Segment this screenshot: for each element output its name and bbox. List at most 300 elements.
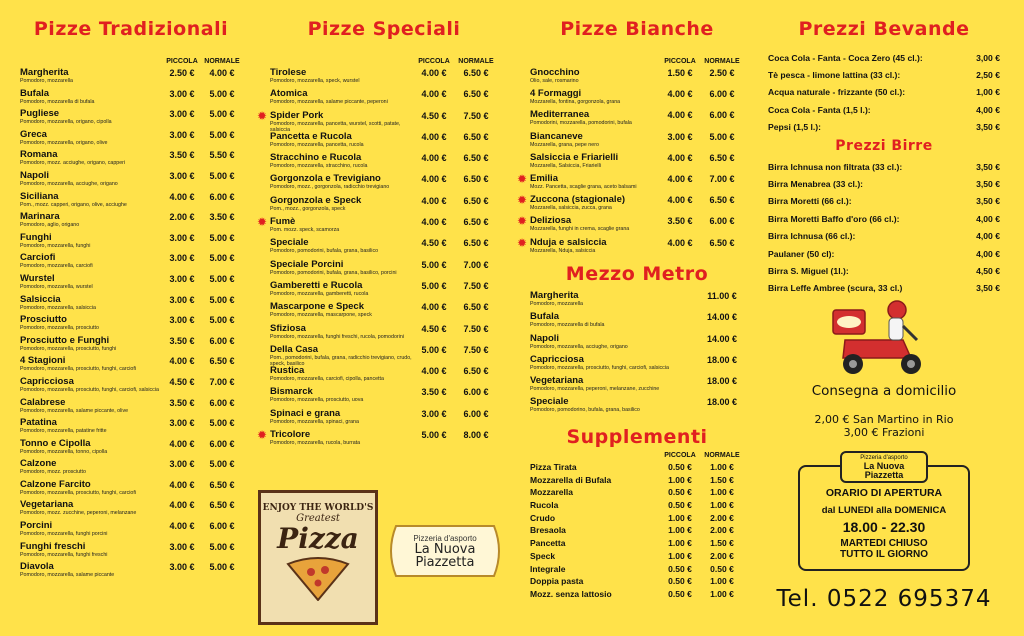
price-piccola: 4.00 € (421, 366, 447, 377)
col-normale-label: NORMALE (704, 452, 740, 459)
new-star-icon: ✹ (517, 171, 528, 186)
delivery-line1: 2,00 € San Martino in Rio (814, 413, 954, 426)
speciali-section (257, 18, 498, 451)
price-normale: 5.50 € (209, 150, 235, 161)
supplementi-section (530, 426, 744, 602)
price-piccola: 5.00 € (421, 259, 447, 270)
supplement-row (530, 475, 744, 488)
menu-item-text (530, 132, 660, 148)
menu-item-text (20, 459, 162, 475)
menu-item-name: Margherita (20, 67, 69, 78)
price-piccola: 4.50 € (169, 376, 195, 387)
price-piccola: 4.00 € (421, 217, 447, 228)
menu-item-name: Siciliana (20, 190, 59, 202)
drink-name: Birra Ichnusa (66 cl.): (768, 231, 856, 242)
drink-price: 1,00 € (976, 87, 1000, 98)
menu-item (270, 196, 498, 217)
menu-item-desc: Pomodoro, mozzarella, salame piccante, olive (20, 407, 129, 414)
price-normale: 5.00 € (209, 459, 235, 470)
col-normale-label: NORMALE (704, 58, 740, 65)
menu-item-text (530, 110, 660, 126)
menu-item-text (20, 439, 162, 455)
menu-item (20, 439, 242, 460)
menu-item-name: Mediterranea (530, 109, 590, 121)
col-piccola-label: PICCOLA (664, 452, 696, 459)
price-piccola: 1.00 € (668, 512, 692, 523)
menu-item-name: Atomica (270, 88, 308, 100)
price-piccola: 0.50 € (668, 462, 692, 472)
poster-line1: ENJOY THE WORLD'S (262, 503, 374, 513)
menu-item-text (530, 195, 660, 211)
drink-row (768, 210, 1000, 227)
menu-item-name: Speciale (270, 237, 309, 249)
menu-item (530, 376, 744, 397)
supplementi-list (530, 462, 744, 602)
drink-row (768, 119, 1000, 136)
price-piccola: 1.00 € (668, 474, 692, 485)
price-piccola: 4.00 € (421, 131, 447, 142)
menu-item-desc: Pomodoro, mozzarella, carciofi (20, 263, 93, 270)
price-piccola: 0.50 € (668, 563, 692, 574)
price-piccola: 4.50 € (421, 323, 447, 334)
menu-item-desc: Pomodoro, mozzarella, salame piccante, peperoni (270, 99, 388, 106)
menu-item-desc: Pomodoro, pomodorino, bufala, grana, basilico (530, 407, 640, 414)
poster-line2: Greatest (296, 513, 340, 524)
menu-item-desc: Pomodoro, mozzarella, speck, wurstel (270, 78, 360, 84)
menu-item-name: Tirolese (270, 67, 307, 78)
menu-item-desc: Pomodoro, mozzarella (530, 301, 583, 307)
drink-price: 3,50 € (976, 179, 1000, 190)
price-piccola: 3.00 € (169, 418, 195, 429)
price-piccola: 3.00 € (169, 88, 195, 99)
price-piccola: 4.00 € (169, 521, 195, 532)
drink-price: 3,50 € (976, 196, 1000, 207)
menu-item-text (20, 377, 162, 393)
menu-item-text (530, 216, 660, 232)
menu-item-desc: Pomodoro, mozzarella, funghi freschi (20, 551, 108, 558)
price-piccola: 0.50 € (668, 588, 692, 599)
price-normale: 6.50 € (709, 237, 735, 248)
price-normale: 6.00 € (463, 408, 489, 419)
menu-item-text (20, 109, 162, 125)
price-normale: 1.50 € (710, 538, 734, 549)
drink-name: Birra Leffe Ambree (scura, 33 cl.) (768, 283, 903, 294)
tradizionali-section (20, 18, 242, 583)
price-normale: 1.50 € (710, 474, 734, 485)
menu-item-desc: Pomodoro, mozzarella, wurstel (20, 283, 93, 290)
logo-name2: Piazzetta (415, 555, 475, 570)
drink-name: Coca Cola - Fanta - Coca Zero (45 cl.): (768, 52, 923, 63)
price-normale: 6.00 € (209, 191, 235, 202)
orario-closed2: TUTTO IL GIORNO (840, 549, 928, 560)
menu-item (20, 192, 242, 213)
menu-item (270, 238, 498, 259)
bevande-section (768, 18, 1000, 297)
price-piccola: 1.00 € (668, 525, 692, 536)
drink-name: Birra S. Miguel (1l.): (768, 265, 849, 276)
price-piccola: 1.00 € (668, 550, 692, 561)
menu-item-name: 4 Formaggi (530, 88, 582, 100)
price-normale: 5.00 € (209, 232, 235, 243)
drink-price: 4,00 € (976, 104, 1000, 115)
menu-item-name: Patatina (20, 417, 57, 429)
price-normale: 6.00 € (209, 521, 235, 532)
bianche-title: Pizze Bianche (560, 18, 714, 40)
price-piccola: 4.00 € (667, 110, 693, 121)
price-normale: 6.50 € (463, 195, 489, 206)
menu-item-name: Zuccona (stagionale) (530, 194, 626, 206)
menu-item-text (530, 68, 660, 84)
price-normale: 0.50 € (710, 563, 734, 574)
price-normale: 6.50 € (209, 479, 235, 490)
price-normale: 1.00 € (710, 462, 734, 472)
menu-item (270, 409, 498, 430)
price-normale: 6.50 € (463, 238, 489, 249)
new-star-icon: ✹ (517, 214, 528, 229)
menu-item-name: Stracchino e Rucola (270, 152, 362, 164)
drink-price: 4,00 € (976, 248, 1000, 259)
supplement-name: Pancetta (530, 538, 566, 549)
menu-item-desc: Mozzarella, salsiccia, zucca, grana (530, 205, 612, 212)
menu-item-text (20, 89, 162, 105)
menu-item (270, 260, 498, 281)
mezzo-metro-title: Mezzo Metro (565, 263, 709, 285)
menu-item-desc: Pomodoro, mozzarella, patatine fritte (20, 428, 107, 435)
menu-item-name: Nduja e salsiccia (530, 236, 607, 248)
price-normale: 5.00 € (209, 129, 235, 140)
price-piccola: 3.50 € (421, 387, 447, 398)
menu-item-name: Mascarpone e Speck (270, 301, 364, 313)
logo-subtitle: Pizzeria d'asporto (413, 534, 477, 543)
menu-item-name: Bufala (530, 311, 560, 323)
tradizionali-title: Pizze Tradizionali (33, 18, 229, 40)
menu-item (530, 89, 744, 110)
menu-item-text (20, 295, 162, 311)
orario-title: ORARIO DI APERTURA (825, 487, 943, 499)
price: 18.00 € (706, 376, 738, 387)
price-piccola: 4.50 € (421, 238, 447, 249)
orario-logo-name2: Piazzetta (864, 470, 904, 480)
menu-item (20, 418, 242, 439)
menu-item (517, 171, 744, 195)
price-normale: 6.00 € (709, 89, 735, 100)
supplement-name: Integrale (530, 563, 566, 574)
orario-hours: 18.00 - 22.30 (842, 519, 926, 535)
delivery-title: Consegna a domicilio (811, 383, 957, 399)
bianche-list (517, 67, 744, 259)
menu-item-text (20, 274, 162, 290)
drink-row (768, 49, 1000, 66)
menu-item-name: Tonno e Cipolla (20, 437, 91, 449)
price-normale: 7.50 € (463, 280, 489, 291)
supplement-row (530, 576, 744, 589)
piazzetta-logo (386, 520, 504, 582)
menu-item (257, 215, 498, 238)
price-normale: 1.00 € (710, 500, 734, 511)
col-piccola-label: PICCOLA (664, 58, 696, 65)
col-piccola-label: PICCOLA (418, 58, 450, 65)
price: 14.00 € (706, 312, 738, 323)
price-piccola: 4.00 € (169, 191, 195, 202)
menu-item-name: Prosciutto e Funghi (20, 334, 110, 346)
menu-item (270, 153, 498, 174)
supplement-name: Doppia pasta (530, 576, 584, 587)
menu-item-name: Calzone Farcito (20, 478, 91, 490)
price-normale: 7.00 € (209, 376, 235, 387)
price-normale: 6.50 € (463, 89, 489, 100)
menu-item-name: Prosciutto (20, 314, 67, 326)
menu-item-desc: Pomodoro, mozzarella, origano, olive (20, 139, 108, 146)
menu-item (20, 356, 242, 377)
price-piccola: 4.00 € (667, 89, 693, 100)
menu-item-text (270, 260, 414, 276)
orario-days: dal LUNEDI alla DOMENICA (821, 505, 947, 516)
menu-item-desc: Pomodoro, mozzarella, funghi freschi, rucola, pomodorini (270, 333, 404, 340)
price-piccola: 4.00 € (421, 174, 447, 185)
menu-item-desc: Pomodoro, pomodorini, bufala, grana, basilico, porcini (270, 269, 397, 276)
menu-item-desc: Pom., pomodorini, bufala, grana, radicchio trevigiano, crudo, speck, basilico (270, 354, 412, 367)
supplement-name: Mozzarella (530, 487, 573, 498)
menu-item (20, 89, 242, 110)
menu-item-desc: Pomodoro, mozzarella, prosciutto, funghi, carciofi, salsiccia (20, 386, 159, 393)
menu-item-text (530, 174, 660, 190)
price-piccola: 3.00 € (169, 232, 195, 243)
menu-item (530, 132, 744, 153)
supplement-name: Crudo (530, 512, 556, 523)
menu-item-name: Emilia (530, 172, 558, 184)
menu-item-text (20, 130, 162, 146)
price-normale: 6.50 € (463, 217, 489, 228)
new-star-icon: ✹ (257, 215, 268, 230)
menu-item-name: Fumè (270, 216, 296, 228)
drink-price: 4,00 € (976, 213, 1000, 224)
drink-price: 3,50 € (976, 283, 1000, 294)
price-normale: 5.00 € (209, 253, 235, 264)
bevande-title: Prezzi Bevande (798, 18, 970, 40)
drink-row (768, 66, 1000, 83)
menu-item-desc: Pomodoro, mozzarella, prosciutto, funghi, carciofi (20, 366, 136, 373)
menu-item-desc: Pom., mozz., gorgonzola, speck (270, 205, 346, 212)
price-piccola: 3.50 € (169, 335, 195, 346)
pizza-slice-icon (283, 556, 353, 601)
drink-price: 3,00 € (976, 52, 1000, 63)
menu-item-desc: Pomodoro, aglio, origano (20, 222, 80, 229)
price-piccola: 3.00 € (169, 459, 195, 470)
menu-item-text (270, 68, 414, 84)
menu-item (20, 542, 242, 563)
menu-item-desc: Pomodoro, mozzarella, funghi (20, 242, 91, 249)
price-piccola: 4.00 € (421, 195, 447, 206)
menu-item-text (20, 315, 162, 331)
price-normale: 5.00 € (209, 418, 235, 429)
supplement-row (530, 551, 744, 564)
price-normale: 4.00 € (209, 68, 235, 78)
price-piccola: 4.00 € (421, 153, 447, 164)
drink-row (768, 158, 1000, 175)
price-normale: 5.00 € (209, 541, 235, 552)
orario-closed1: MARTEDI CHIUSO (840, 538, 928, 549)
menu-item-text (270, 366, 414, 382)
menu-item-name: Della Casa (270, 343, 319, 355)
price: 14.00 € (706, 333, 738, 344)
price-piccola: 3.50 € (169, 397, 195, 408)
menu-item-name: Salsiccia (20, 293, 61, 305)
menu-item (530, 110, 744, 131)
menu-item-text (20, 480, 162, 496)
menu-item (20, 109, 242, 130)
menu-item-desc: Pomodoro, mozzarella, salsiccia (20, 304, 96, 311)
price: 18.00 € (706, 354, 738, 365)
menu-item (270, 345, 498, 366)
price: 18.00 € (706, 397, 738, 408)
new-star-icon: ✹ (517, 193, 528, 208)
menu-item-desc: Pomodoro, mozzarella, peperoni, melanzane, zucchine (530, 386, 660, 393)
birre-list (768, 158, 1000, 297)
price-normale: 7.50 € (463, 344, 489, 355)
menu-item (20, 480, 242, 501)
menu-item-name: Biancaneve (530, 130, 583, 142)
price-piccola: 4.00 € (421, 89, 447, 100)
drink-price: 4,50 € (976, 265, 1000, 276)
mezzo-metro-list (530, 291, 744, 419)
price-piccola: 5.00 € (421, 430, 447, 441)
menu-item (270, 174, 498, 195)
menu-item-desc: Pomodoro, mozzarella, salame piccante (20, 572, 115, 579)
menu-item-desc: Pomodoro, mozzarella, rucola, burrata (270, 440, 361, 447)
price-normale: 6.00 € (209, 438, 235, 449)
price-piccola: 3.00 € (169, 541, 195, 552)
phone-number: Tel. 0522 695374 (776, 586, 992, 612)
menu-item-desc: Pomodoro, mozz. acciughe, origano, capperi (20, 160, 126, 167)
price-normale: 5.00 € (209, 109, 235, 120)
menu-item-name: Diavola (20, 561, 54, 573)
price-normale: 6.50 € (209, 356, 235, 367)
price-normale: 6.50 € (709, 152, 735, 163)
price-normale: 6.00 € (463, 387, 489, 398)
price-normale: 7.00 € (709, 173, 735, 184)
menu-item (530, 312, 744, 333)
menu-item-desc: Pomodoro, mozzarella, prosciutto, funghi, carciofi, salsiccia (530, 364, 669, 371)
price-piccola: 3.00 € (667, 131, 693, 142)
menu-item-name: Bufala (20, 87, 50, 99)
menu-item (270, 324, 498, 345)
drink-row (768, 193, 1000, 210)
price: 11.00 € (707, 291, 737, 301)
price-piccola: 1.00 € (668, 538, 692, 549)
drink-name: Paulaner (50 cl): (768, 248, 835, 259)
menu-item-desc: Mozzarella, fontina, gorgonzola, grana (530, 99, 621, 106)
menu-item (530, 355, 744, 376)
menu-item-text (270, 174, 414, 190)
price-normale: 7.50 € (463, 110, 489, 121)
price-normale: 3.50 € (209, 212, 235, 223)
price-piccola: 3.00 € (169, 253, 195, 264)
orario-logo-name1: La Nuova (863, 461, 905, 471)
menu-item-name: Carciofi (20, 252, 56, 264)
price-piccola: 4.00 € (421, 68, 447, 78)
supplement-name: Mozz. senza lattosio (530, 588, 612, 599)
price-normale: 5.00 € (209, 315, 235, 326)
supplement-name: Pizza Tirata (530, 462, 577, 472)
menu-item-name: Sfiziosa (270, 322, 306, 334)
price-normale: 5.00 € (209, 294, 235, 305)
menu-item-name: Capricciosa (530, 353, 584, 365)
price-piccola: 4.00 € (667, 195, 693, 206)
menu-item-desc: Pomodorini, mozzarella, pomodorini, bufala (530, 120, 632, 127)
price-normale: 7.50 € (463, 323, 489, 334)
menu-item-name: Gamberetti e Rucola (270, 279, 363, 291)
menu-item-name: Bismarck (270, 386, 313, 398)
price-normale: 6.00 € (709, 110, 735, 121)
menu-item-text (530, 376, 700, 392)
new-star-icon: ✹ (257, 428, 268, 443)
price-piccola: 3.00 € (169, 273, 195, 284)
menu-item-name: Spinaci e grana (270, 407, 341, 419)
menu-item-text (20, 171, 162, 187)
menu-item-text (20, 500, 162, 516)
menu-item-name: Gorgonzola e Speck (270, 194, 362, 206)
supplement-name: Rucola (530, 500, 559, 511)
menu-item (270, 132, 498, 153)
menu-item-name: Greca (20, 128, 47, 140)
price-piccola: 3.50 € (169, 150, 195, 161)
menu-item-name: Funghi (20, 231, 52, 243)
price-normale: 5.00 € (709, 131, 735, 142)
price-normale: 7.00 € (463, 259, 489, 270)
menu-item (20, 500, 242, 521)
menu-item-name: 4 Stagioni (20, 355, 66, 367)
price-normale: 5.00 € (209, 562, 235, 573)
menu-item-text (20, 542, 162, 558)
supplement-row (530, 487, 744, 500)
menu-item-name: Gnocchino (530, 67, 580, 78)
menu-item-desc: Pomodoro, pomodorini, bufala, grana, basilico (270, 248, 379, 255)
menu-item-text (270, 238, 414, 254)
price-piccola: 4.00 € (169, 438, 195, 449)
menu-item-desc: Pomodoro, mozzarella, spinaci, grana (270, 418, 359, 425)
supplement-row (530, 462, 744, 475)
speciali-list (257, 67, 498, 451)
menu-item-name: Romana (20, 149, 58, 161)
price-normale: 6.50 € (463, 174, 489, 185)
drink-price: 2,50 € (976, 70, 1000, 81)
price-normale: 5.00 € (209, 273, 235, 284)
menu-item-desc: Pomodoro, mozzarella, pancetta, wurstel, scotti, patate, salsiccia (270, 120, 401, 133)
col-piccola-label: PICCOLA (166, 58, 198, 65)
menu-item-text (20, 212, 162, 228)
menu-item-name: Speciale (530, 396, 569, 408)
menu-item-text (20, 521, 162, 537)
menu-item (20, 253, 242, 274)
menu-item (270, 366, 498, 387)
menu-item-desc: Pomodoro, mozzarella, mascarpone, speck (270, 312, 372, 319)
menu-item (20, 295, 242, 316)
menu-item (20, 377, 242, 398)
menu-item-text (530, 291, 700, 307)
menu-item-desc: Pomodoro, mozz. prosciutto (20, 469, 86, 476)
menu-item-name: Calzone (20, 458, 57, 470)
tradizionali-list (20, 68, 242, 583)
menu-item-name: Marinara (20, 211, 60, 223)
menu-item-desc: Pomodoro, mozzarella di bufala (530, 322, 605, 329)
price-piccola: 4.00 € (421, 302, 447, 313)
menu-item-name: Salsiccia e Friarielli (530, 151, 619, 163)
price-piccola: 3.00 € (169, 170, 195, 181)
menu-item-desc: Pomodoro, mozzarella, origano, cipolla (20, 119, 112, 126)
menu-item (530, 397, 744, 418)
menu-item (20, 150, 242, 171)
menu-item (530, 334, 744, 355)
